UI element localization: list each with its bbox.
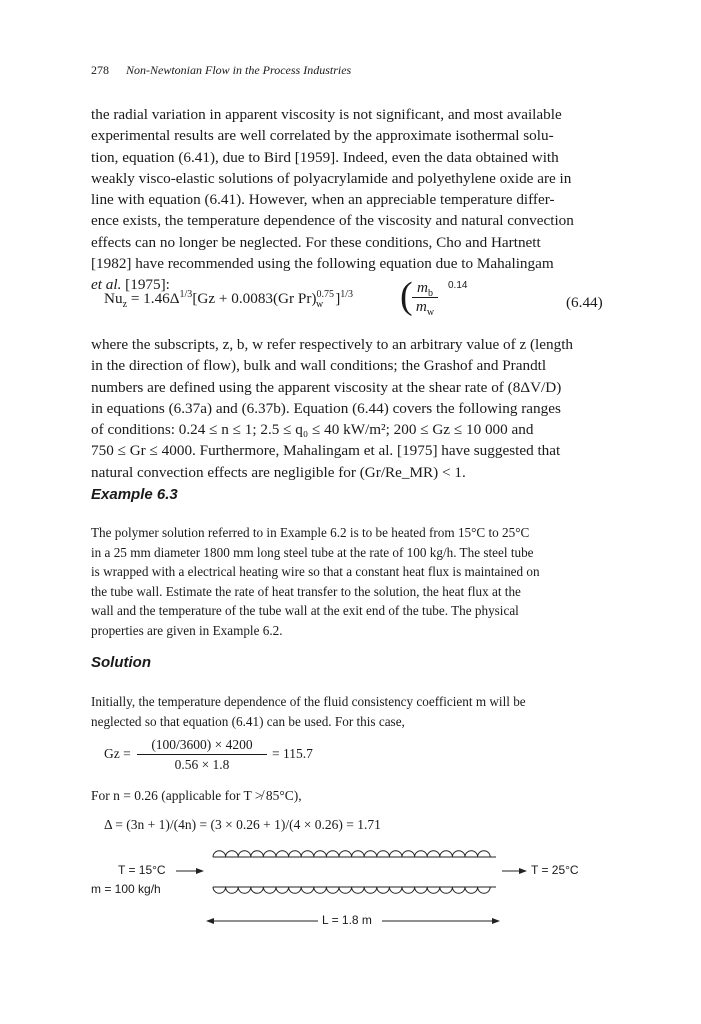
text-line: ence exists, the temperature dependence of the viscosity and natural convection xyxy=(91,212,574,230)
text-line: 750 ≤ Gr ≤ 4000. Furthermore, Mahalingam et al. [1975] have suggested that xyxy=(91,442,561,460)
solution-heading: Solution xyxy=(91,654,151,671)
ratio-exponent: 0.14 xyxy=(448,280,468,291)
gz-denominator: 0.56 × 1.8 xyxy=(174,757,230,772)
page-number: 278 xyxy=(91,63,109,77)
text-line: et al. [1975]: xyxy=(91,276,170,294)
viscosity-ratio: $m_b$ $m_w$ xyxy=(412,279,438,316)
text-line: wall and the temperature of the tube wall at the exit end of the tube. The physical xyxy=(91,603,519,618)
text-line: in equations (6.37a) and (6.37b). Equation (6.44) covers the following ranges xyxy=(91,399,561,417)
text-line: Initially, the temperature dependence of the fluid consistency coefficient m will be xyxy=(91,694,526,709)
text-line: properties are given in Example 6.2. xyxy=(91,622,283,638)
text-line: the tube wall. Estimate the rate of heat transfer to the solution, the heat flux at the xyxy=(91,583,521,599)
equation-number: (6.44) xyxy=(566,294,603,311)
intro-paragraph xyxy=(91,104,608,296)
tube-figure xyxy=(0,840,701,940)
text-line: where the subscripts, z, b, w refer respectively to an arbitrary value of z (length xyxy=(91,336,574,353)
gz-numerator: (100/3600) × 4200 xyxy=(137,737,267,755)
open-paren: ( xyxy=(400,275,413,317)
example-heading: Example 6.3 xyxy=(91,486,178,503)
gz-fraction xyxy=(137,737,267,773)
text-line: effects can no longer be neglected. For these conditions, Cho and Hartnett xyxy=(91,233,541,251)
heating-wire-bottom xyxy=(213,887,490,893)
text-line: in a 25 mm diameter 1800 mm long steel tube at the rate of 100 kg/h. The steel tube xyxy=(91,544,534,560)
text-line: in the direction of flow), bulk and wall conditions; the Grashof and Prandtl xyxy=(91,357,547,375)
text-line: experimental results are well correlated by the approximate isothermal solu- xyxy=(91,127,554,145)
inlet-temperature: T = 15°C xyxy=(118,863,166,877)
text-line: natural convection effects are negligible for (Gr/Re_MR) < 1. xyxy=(91,463,466,481)
text-line: line with equation (6.41). However, when an appreciable temperature differ- xyxy=(91,191,555,209)
text-line: tion, equation (6.41), due to Bird [1959]. Indeed, even the data obtained with xyxy=(91,148,559,166)
equation-6-44: $Nu_z = 1.46\Delta^{1/3}[Gz + 0.0083(Gr$ Pr)$^{0.75}_w$ ]$^{1/3}$ xyxy=(104,289,354,310)
text-line: is wrapped with a electrical heating wire so that a constant heat flux is maintained on xyxy=(91,564,540,579)
text-line: the radial variation in apparent viscosity is not significant, and most available xyxy=(91,106,562,123)
text-line: numbers are defined using the apparent viscosity at the shear rate of (8ΔV/D) xyxy=(91,378,562,396)
heating-wire-top xyxy=(213,851,490,857)
text-line: [1982] have recommended using the following equation due to Mahalingam xyxy=(91,255,554,273)
text-line: weakly visco-elastic solutions of polyacrylamide and polyethylene oxide are in xyxy=(91,169,572,187)
mass-flow-rate: m = 100 kg/h xyxy=(91,882,161,896)
text-line: The polymer solution referred to in Example 6.2 is to be heated from 15°C to 25°C xyxy=(91,525,530,540)
definitions-paragraph xyxy=(91,334,608,483)
gz-lhs: Gz = xyxy=(104,746,131,761)
for-n-line: For n = 0.26 (applicable for T ≯ 85°C), xyxy=(91,788,302,803)
outlet-temperature: T = 25°C xyxy=(531,863,579,877)
text-line: neglected so that equation (6.41) can be used. For this case, xyxy=(91,713,405,729)
delta-equation: Δ = (3n + 1)/(4n) = (3 × 0.26 + 1)/(4 × 0.26) = 1.71 xyxy=(104,817,381,832)
length-arrowhead-right xyxy=(492,918,500,924)
running-head xyxy=(91,63,351,78)
gz-result: = 115.7 xyxy=(272,746,313,761)
text-line: of conditions: 0.24 ≤ n ≤ 1; 2.5 ≤ q₀ ≤ 40 kW/m²; 200 ≤ Gz ≤ 10 000 and xyxy=(91,421,534,439)
inlet-arrowhead xyxy=(196,868,204,874)
tube-length: L = 1.8 m xyxy=(322,913,372,927)
solution-paragraph xyxy=(91,692,608,731)
running-title: Non-Newtonian Flow in the Process Industries xyxy=(126,63,352,77)
length-arrowhead-left xyxy=(206,918,214,924)
example-paragraph xyxy=(91,523,608,640)
outlet-arrowhead xyxy=(519,868,527,874)
